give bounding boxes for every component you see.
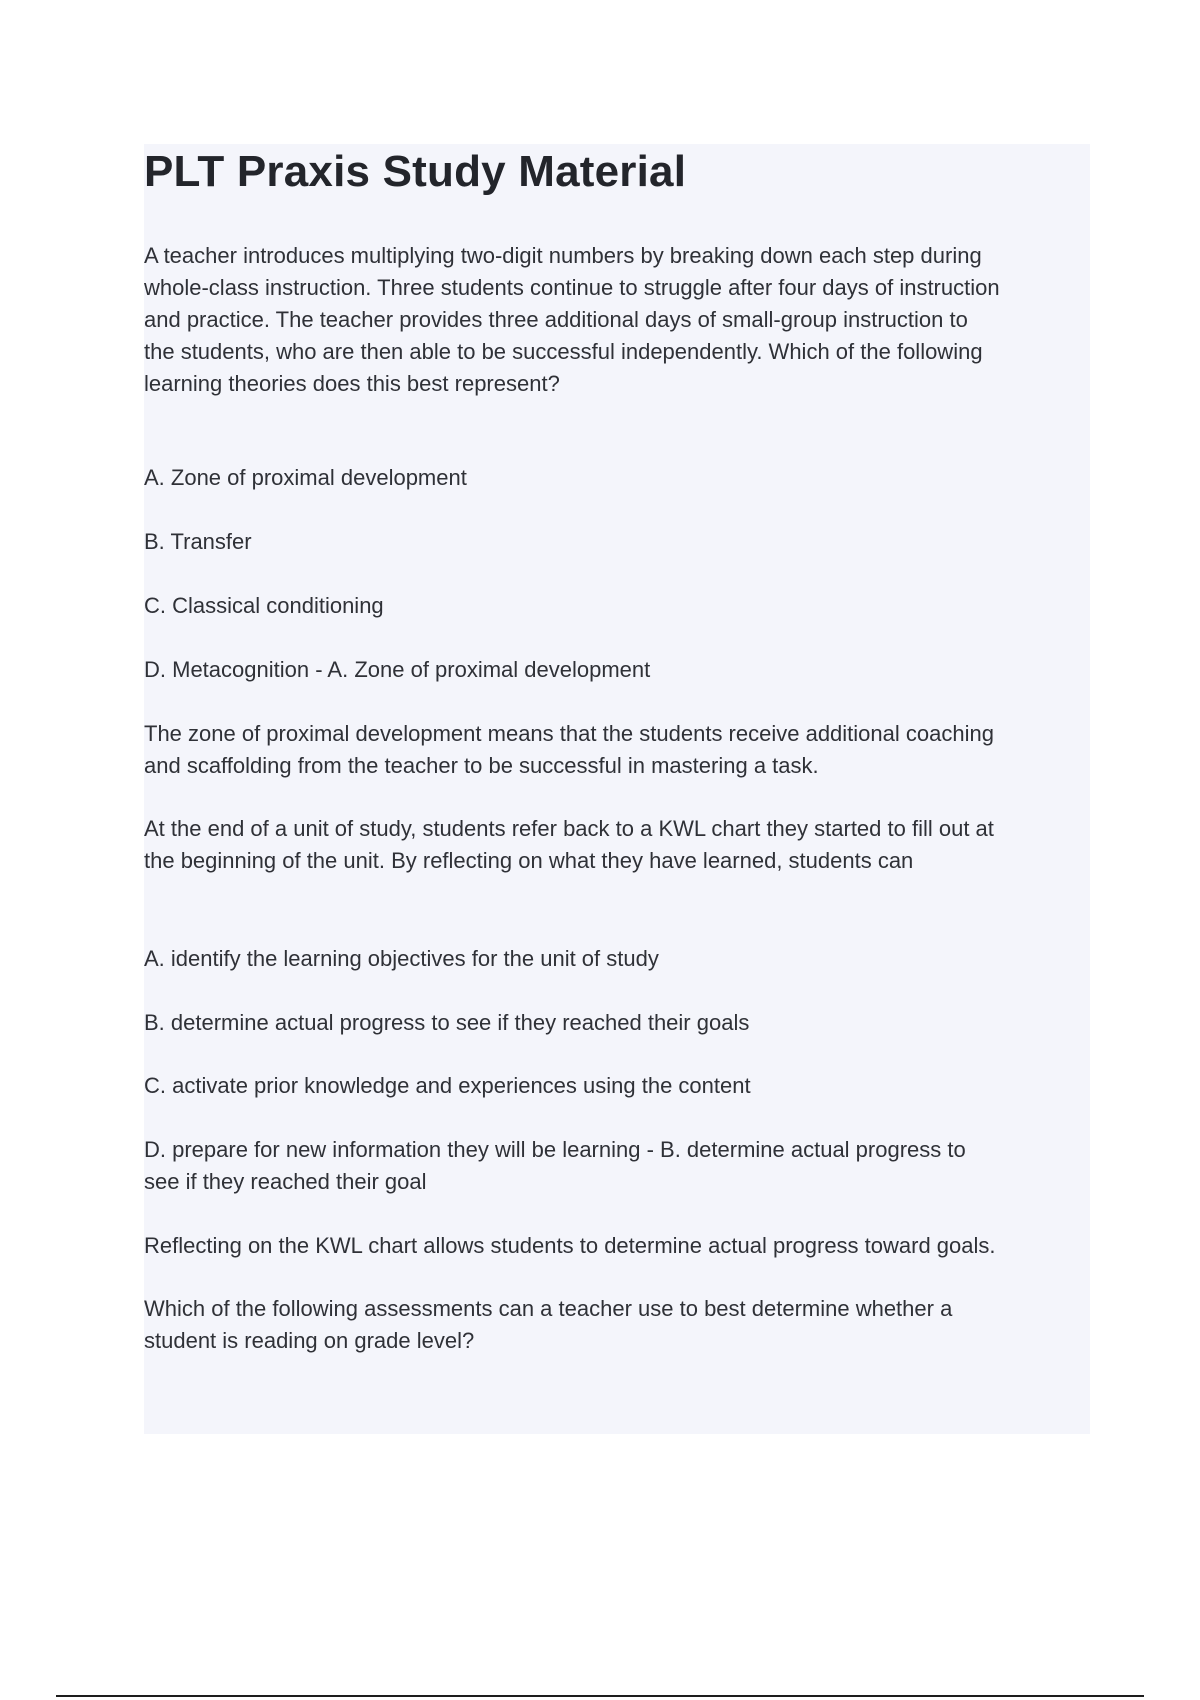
question-1-option-b: B. Transfer bbox=[144, 529, 252, 554]
question-1-stem-line: and practice. The teacher provides three additional days of small-group instruction to bbox=[144, 307, 968, 332]
question-1-stem-line: the students, who are then able to be successful independently. Which of the following bbox=[144, 339, 983, 364]
question-2-option-c: C. activate prior knowledge and experiences using the content bbox=[144, 1073, 751, 1098]
page-bottom-rule bbox=[56, 1695, 1144, 1697]
question-1-option-c: C. Classical conditioning bbox=[144, 593, 384, 618]
question-2-stem-line: the beginning of the unit. By reflecting on what they have learned, students can bbox=[144, 848, 914, 873]
question-1-option-a: A. Zone of proximal development bbox=[144, 465, 467, 490]
question-2-option-b: B. determine actual progress to see if they reached their goals bbox=[144, 1010, 750, 1035]
question-1-stem-line: learning theories does this best represent? bbox=[144, 371, 560, 396]
document-page bbox=[144, 144, 1090, 1434]
question-2-stem bbox=[144, 813, 994, 877]
question-2-option-d-answer bbox=[144, 1134, 966, 1198]
question-1-stem bbox=[144, 240, 1000, 400]
question-1-option-d-answer: D. Metacognition - A. Zone of proximal development bbox=[144, 657, 651, 682]
question-2-explanation: Reflecting on the KWL chart allows students to determine actual progress toward goals. bbox=[144, 1233, 996, 1258]
question-3-stem bbox=[144, 1293, 952, 1357]
question-2-option-d-line: D. prepare for new information they will be learning - B. determine actual progress to bbox=[144, 1137, 966, 1162]
question-1-explanation bbox=[144, 718, 994, 782]
question-2-stem-line: At the end of a unit of study, students refer back to a KWL chart they started to fill out at bbox=[144, 816, 994, 841]
question-1-stem-line: A teacher introduces multiplying two-digit numbers by breaking down each step during bbox=[144, 243, 982, 268]
page-title: PLT Praxis Study Material bbox=[144, 147, 687, 196]
question-3-stem-line: Which of the following assessments can a teacher use to best determine whether a bbox=[144, 1296, 953, 1321]
question-3-stem-line: student is reading on grade level? bbox=[144, 1328, 475, 1353]
question-2-option-a: A. identify the learning objectives for the unit of study bbox=[144, 946, 659, 971]
question-2-option-d-line: see if they reached their goal bbox=[144, 1169, 427, 1194]
question-1-explanation-line: The zone of proximal development means that the students receive additional coaching bbox=[144, 721, 994, 746]
question-1-stem-line: whole-class instruction. Three students continue to struggle after four days of instruction bbox=[144, 275, 1000, 300]
question-1-explanation-line: and scaffolding from the teacher to be successful in mastering a task. bbox=[144, 753, 819, 778]
